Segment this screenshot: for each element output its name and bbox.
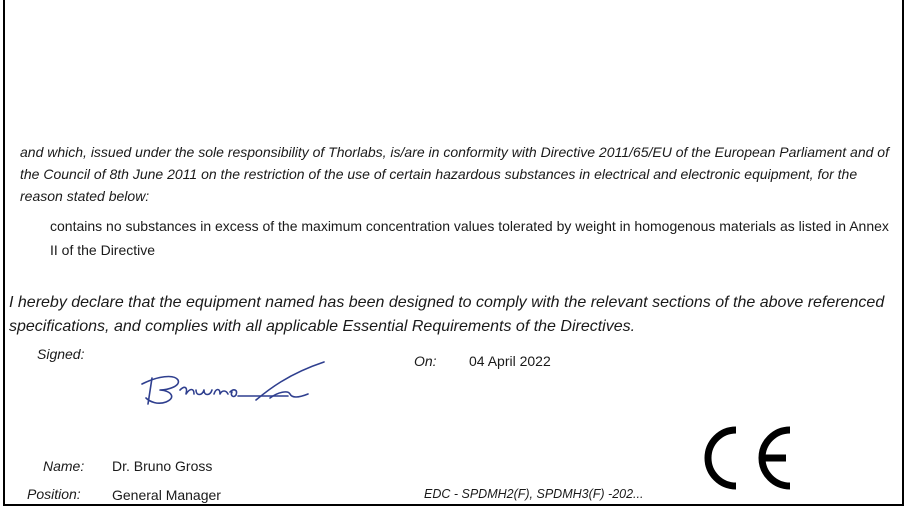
document-reference: EDC - SPDMH2(F), SPDMH3(F) -202... <box>424 487 644 501</box>
conformity-statement: and which, issued under the sole responsibility of Thorlabs, is/are in conformity with Directive 2011/65/EU of the European Parliament and of the Council of 8th June 2011 on the restriction of the use of certain hazardous substances in electrical and electronic equipment, for the reason stated below: <box>20 144 889 204</box>
declaration-date: 04 April 2022 <box>469 353 551 369</box>
ce-mark-icon <box>694 424 796 497</box>
signature-icon <box>138 360 328 415</box>
signatory-name: Dr. Bruno Gross <box>112 458 213 474</box>
exemption-reason: contains no substances in excess of the maximum concentration values tolerated by weight in homogenous materials as listed in Annex II of the Directive <box>50 218 889 258</box>
signed-label: Signed: <box>37 346 85 362</box>
position-label: Position: <box>27 486 81 502</box>
name-label: Name: <box>43 458 85 474</box>
signatory-position: General Manager <box>112 487 221 503</box>
on-label: On: <box>414 353 437 369</box>
declaration-statement: I hereby declare that the equipment named has been designed to comply with the relevant sections of the above referenced specifications, and complies with all applicable Essential Requirements of the Directives. <box>9 294 885 335</box>
